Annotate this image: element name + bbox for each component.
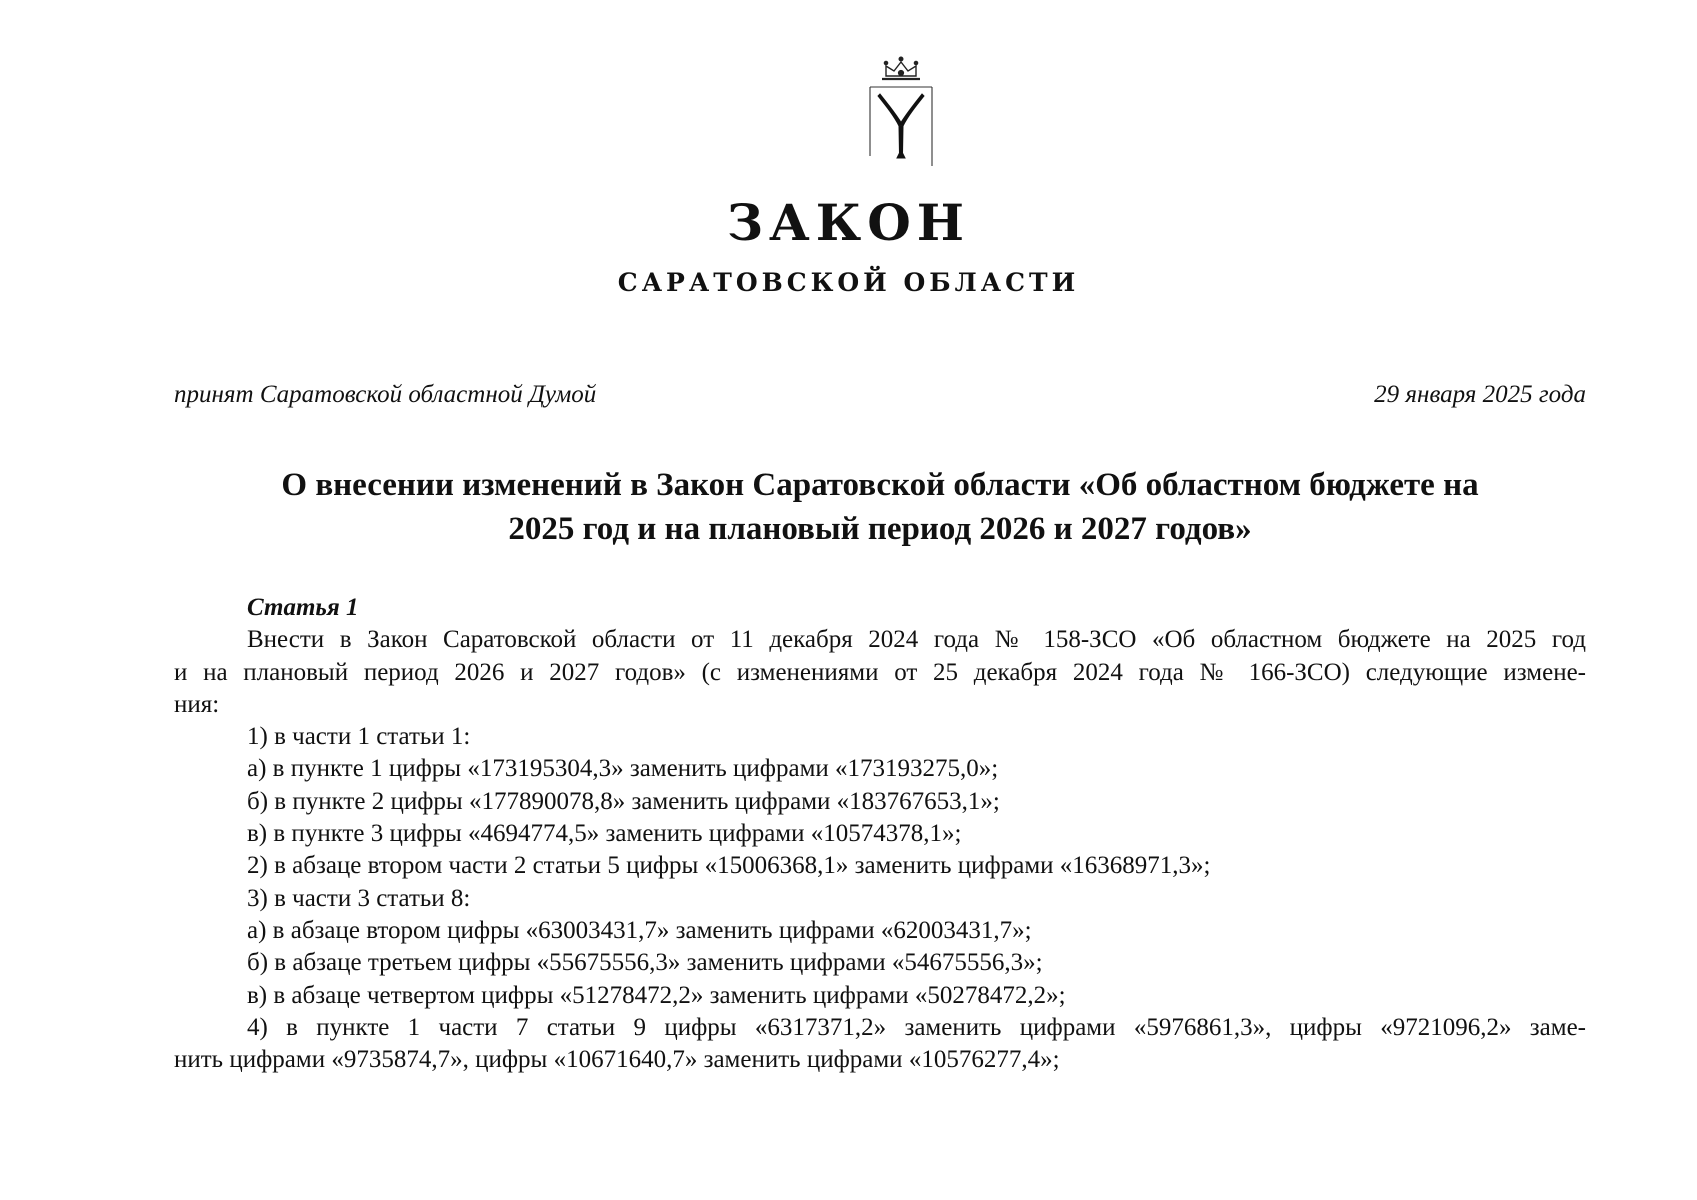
- adoption-line: [174, 382, 1586, 407]
- article-intro: [174, 624, 1586, 721]
- list-item: в) в пункте 3 цифры «4694774,5» заменить цифрами «10574378,1»;: [247, 820, 962, 848]
- saratov-coat-of-arms-emblem: [868, 54, 934, 172]
- list-item: а) в абзаце втором цифры «63003431,7» заменить цифрами «62003431,7»;: [247, 916, 1032, 944]
- list-item: в) в абзаце четвертом цифры «51278472,2» заменить цифрами «50278472,2»;: [247, 981, 1066, 1009]
- law-title: ЗАКОН: [726, 193, 971, 252]
- list-item: 2) в абзаце втором части 2 статьи 5 цифры «15006368,1» заменить цифрами «16368971,3»;: [247, 852, 1211, 880]
- list-item: б) в абзаце третьем цифры «55675556,3» заменить цифрами «54675556,3»;: [247, 949, 1043, 977]
- sterlet-fish-icon: [878, 94, 924, 158]
- list-item: 1) в части 1 статьи 1:: [247, 723, 471, 751]
- text-line: 4) в пункте 1 части 7 статьи 9 цифры «6317371,2» заменить цифрами «5976861,3», цифры «9721096,2» заме-: [247, 1013, 1586, 1041]
- adopted-by: принят Саратовской областной Думой: [174, 381, 597, 408]
- text-line: и на плановый период 2026 и 2027 годов» (с изменениями от 25 декабря 2024 года № 166-ЗСО) следующие измене-: [174, 658, 1586, 686]
- text-line: Внести в Закон Саратовской области от 11 декабря 2024 года № 158-ЗСО «Об областном бюджете на 2025 год: [247, 626, 1586, 654]
- list-item: [174, 1012, 1586, 1077]
- law-region: САРАТОВСКОЙ ОБЛАСТИ: [617, 268, 1080, 297]
- list-item: а) в пункте 1 цифры «173195304,3» заменить цифрами «173193275,0»;: [247, 755, 999, 783]
- document-title-line: О внесении изменений в Закон Саратовской области «Об областном бюджете на: [281, 467, 1479, 503]
- document-title-line: 2025 год и на плановый период 2026 и 2027 годов»: [508, 511, 1252, 547]
- article-heading: Статья 1: [247, 594, 359, 621]
- document-body: [174, 592, 1586, 1076]
- adoption-date: 29 января 2025 года: [1374, 381, 1586, 408]
- text-line: ния:: [174, 690, 220, 718]
- crown-icon: [882, 57, 920, 79]
- text-line: нить цифрами «9735874,7», цифры «10671640,7» заменить цифрами «10576277,4»;: [174, 1046, 1060, 1074]
- document-title: [174, 463, 1586, 551]
- list-item: 3) в части 3 статьи 8:: [247, 884, 471, 912]
- list-item: б) в пункте 2 цифры «177890078,8» заменить цифрами «183767653,1»;: [247, 787, 1000, 815]
